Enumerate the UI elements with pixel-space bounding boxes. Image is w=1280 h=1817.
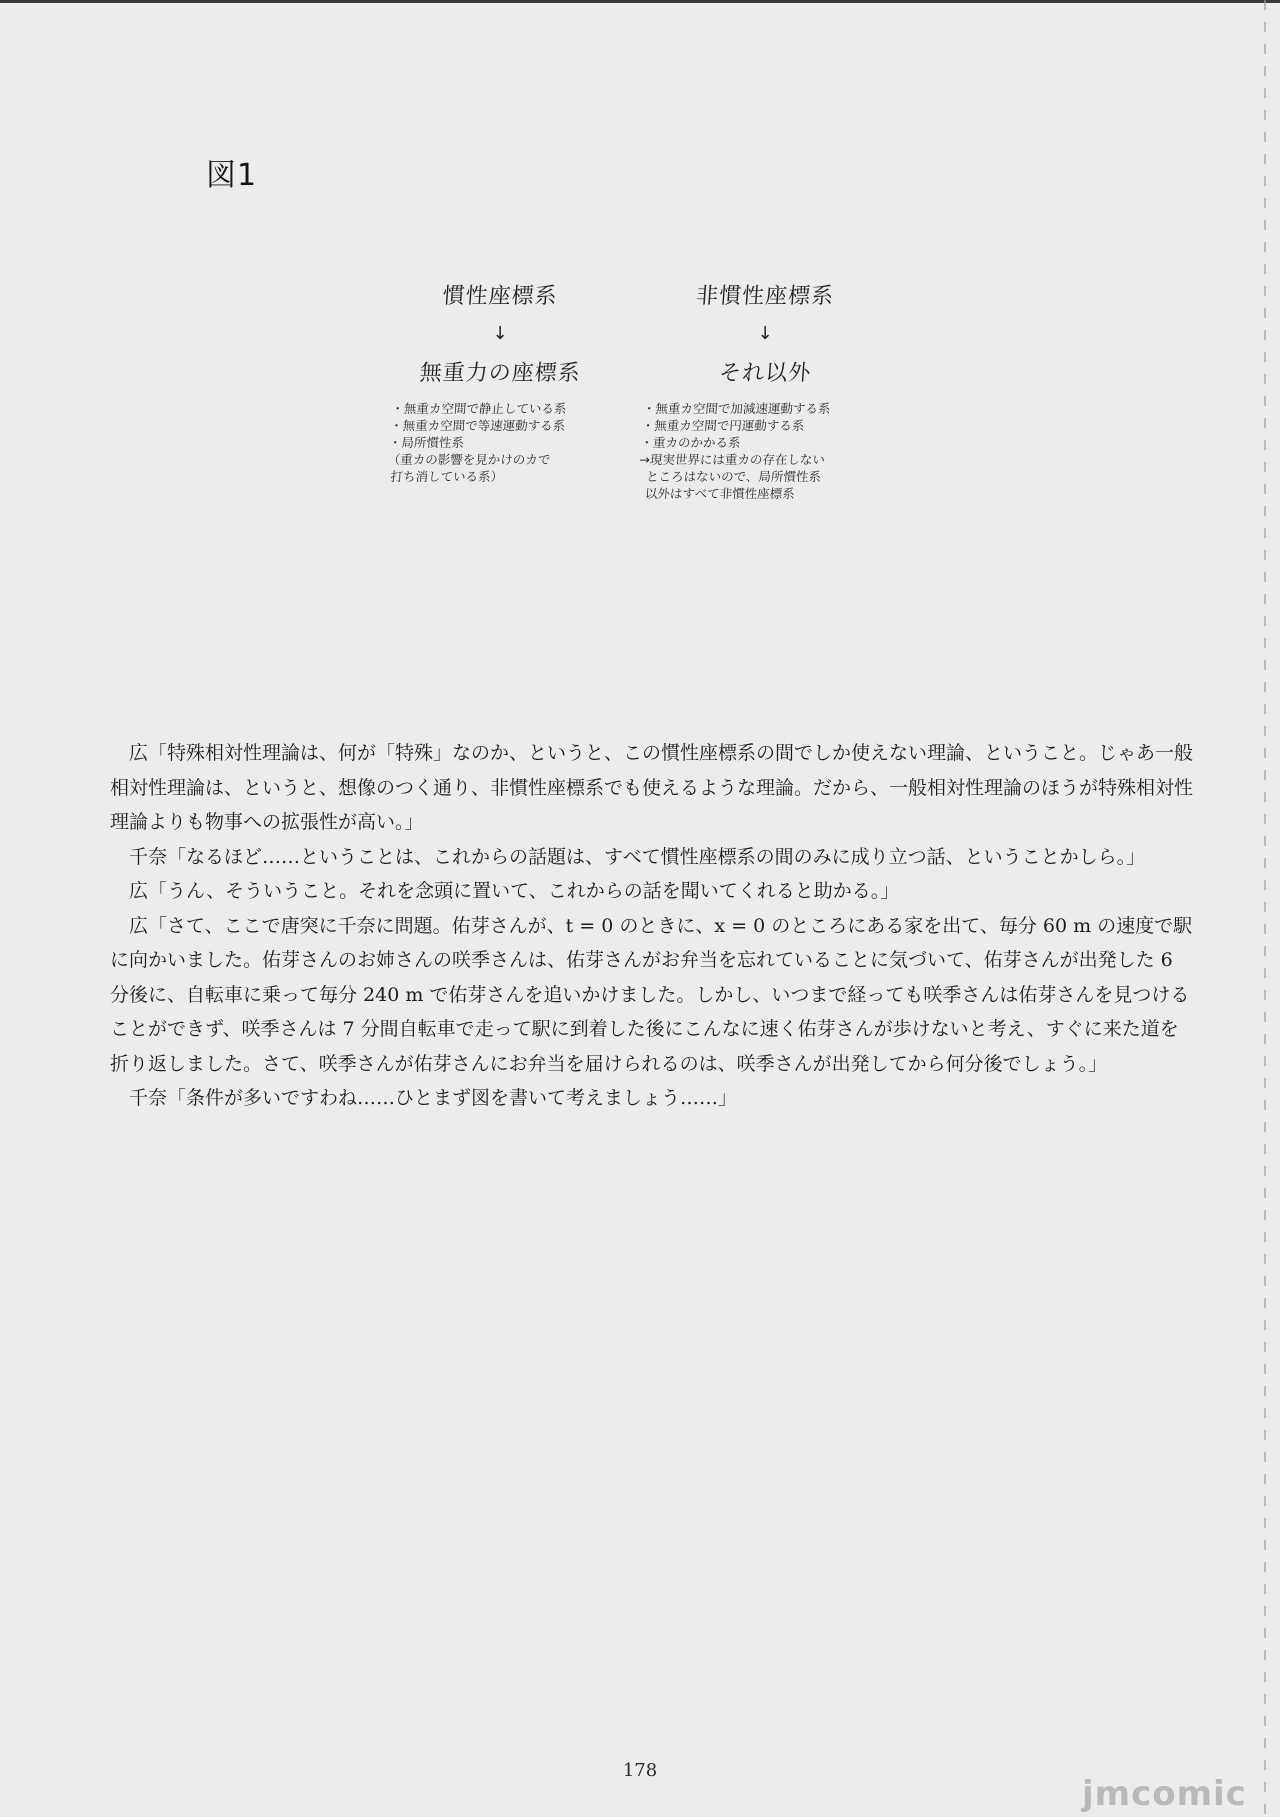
figure-label: 図1 bbox=[206, 158, 258, 193]
non-inertial-subtitle: それ以外 bbox=[718, 361, 813, 386]
non-inertial-title: 非慣性座標系 bbox=[695, 284, 835, 309]
inertial-column bbox=[375, 280, 625, 485]
watermark-logo: jmcomic bbox=[1082, 1774, 1247, 1814]
inertial-notes: ・無重カ空間で静止している系 ・無重カ空間で等速運動する系 ・局所慣性系 （重カの影響を見かけのカで 打ち消している系） bbox=[386, 401, 567, 484]
non-inertial-column bbox=[636, 280, 890, 502]
paragraph: 千奈「条件が多いですわね……ひとまず図を書いて考えましょう……」 bbox=[129, 1087, 738, 1109]
down-arrow-icon: ↓ bbox=[492, 323, 508, 344]
paragraph: 広「特殊相対性理論は、何が「特殊」なのか、というと、この慣性座標系の間でしか使えない理論、ということ。じゃあ一般相対性理論は、というと、想像のつく通り、非慣性座標系でも使えるような理論。だから、一般相対性理論のほうが特殊相対性理論よりも物事への拡張性が高い。」 bbox=[110, 742, 1194, 833]
down-arrow-icon: ↓ bbox=[757, 323, 773, 344]
figure-diagram bbox=[360, 280, 900, 540]
paragraph: 広「さて、ここで唐突に千奈に問題。佑芽さんが、t = 0 のときに、x = 0 のところにある家を出て、毎分 60 m の速度で駅に向かいました。佑芽さんのお姉さんの咲季さんは、佑芽さんがお弁当を忘れていることに気づいて、佑芽さんが出発した 6 分後に、自転車に乗って毎分 240 m で佑芽さんを追いかけました。しかし、いつまで経っても咲季さんは佑芽さんを見つけることができず、咲季さんは 7 分間自転車で走って駅に到着した後にこんなに速く佑芽さんが歩けないと考え、すぐに来た道を折り返しました。さて、咲季さんが佑芽さんにお弁当を届けられるのは、咲季さんが出発してから何分後でしょう。」 bbox=[110, 914, 1193, 1075]
inertial-title: 慣性座標系 bbox=[441, 284, 559, 309]
paragraph: 広「うん、そういうこと。それを念頭に置いて、これからの話を聞いてくれると助かる。」 bbox=[129, 880, 900, 902]
paragraph: 千奈「なるほど……ということは、これからの話題は、すべて慣性座標系の間のみに成り立つ話、ということかしら。」 bbox=[129, 845, 1146, 868]
non-inertial-notes: ・無重カ空間で加減速運動する系 ・無重カ空間で円運動する系 ・重カのかかる系 →現実世界には重カの存在しない ところはないので、局所慣性系 以外はすべて非慣性座標系 bbox=[636, 401, 832, 501]
inertial-subtitle: 無重力の座標系 bbox=[418, 361, 582, 386]
body-text bbox=[110, 736, 1195, 1116]
page-number: 178 bbox=[622, 1760, 658, 1781]
page-right-edge bbox=[1264, 0, 1266, 1817]
page-top-edge bbox=[0, 0, 1280, 3]
